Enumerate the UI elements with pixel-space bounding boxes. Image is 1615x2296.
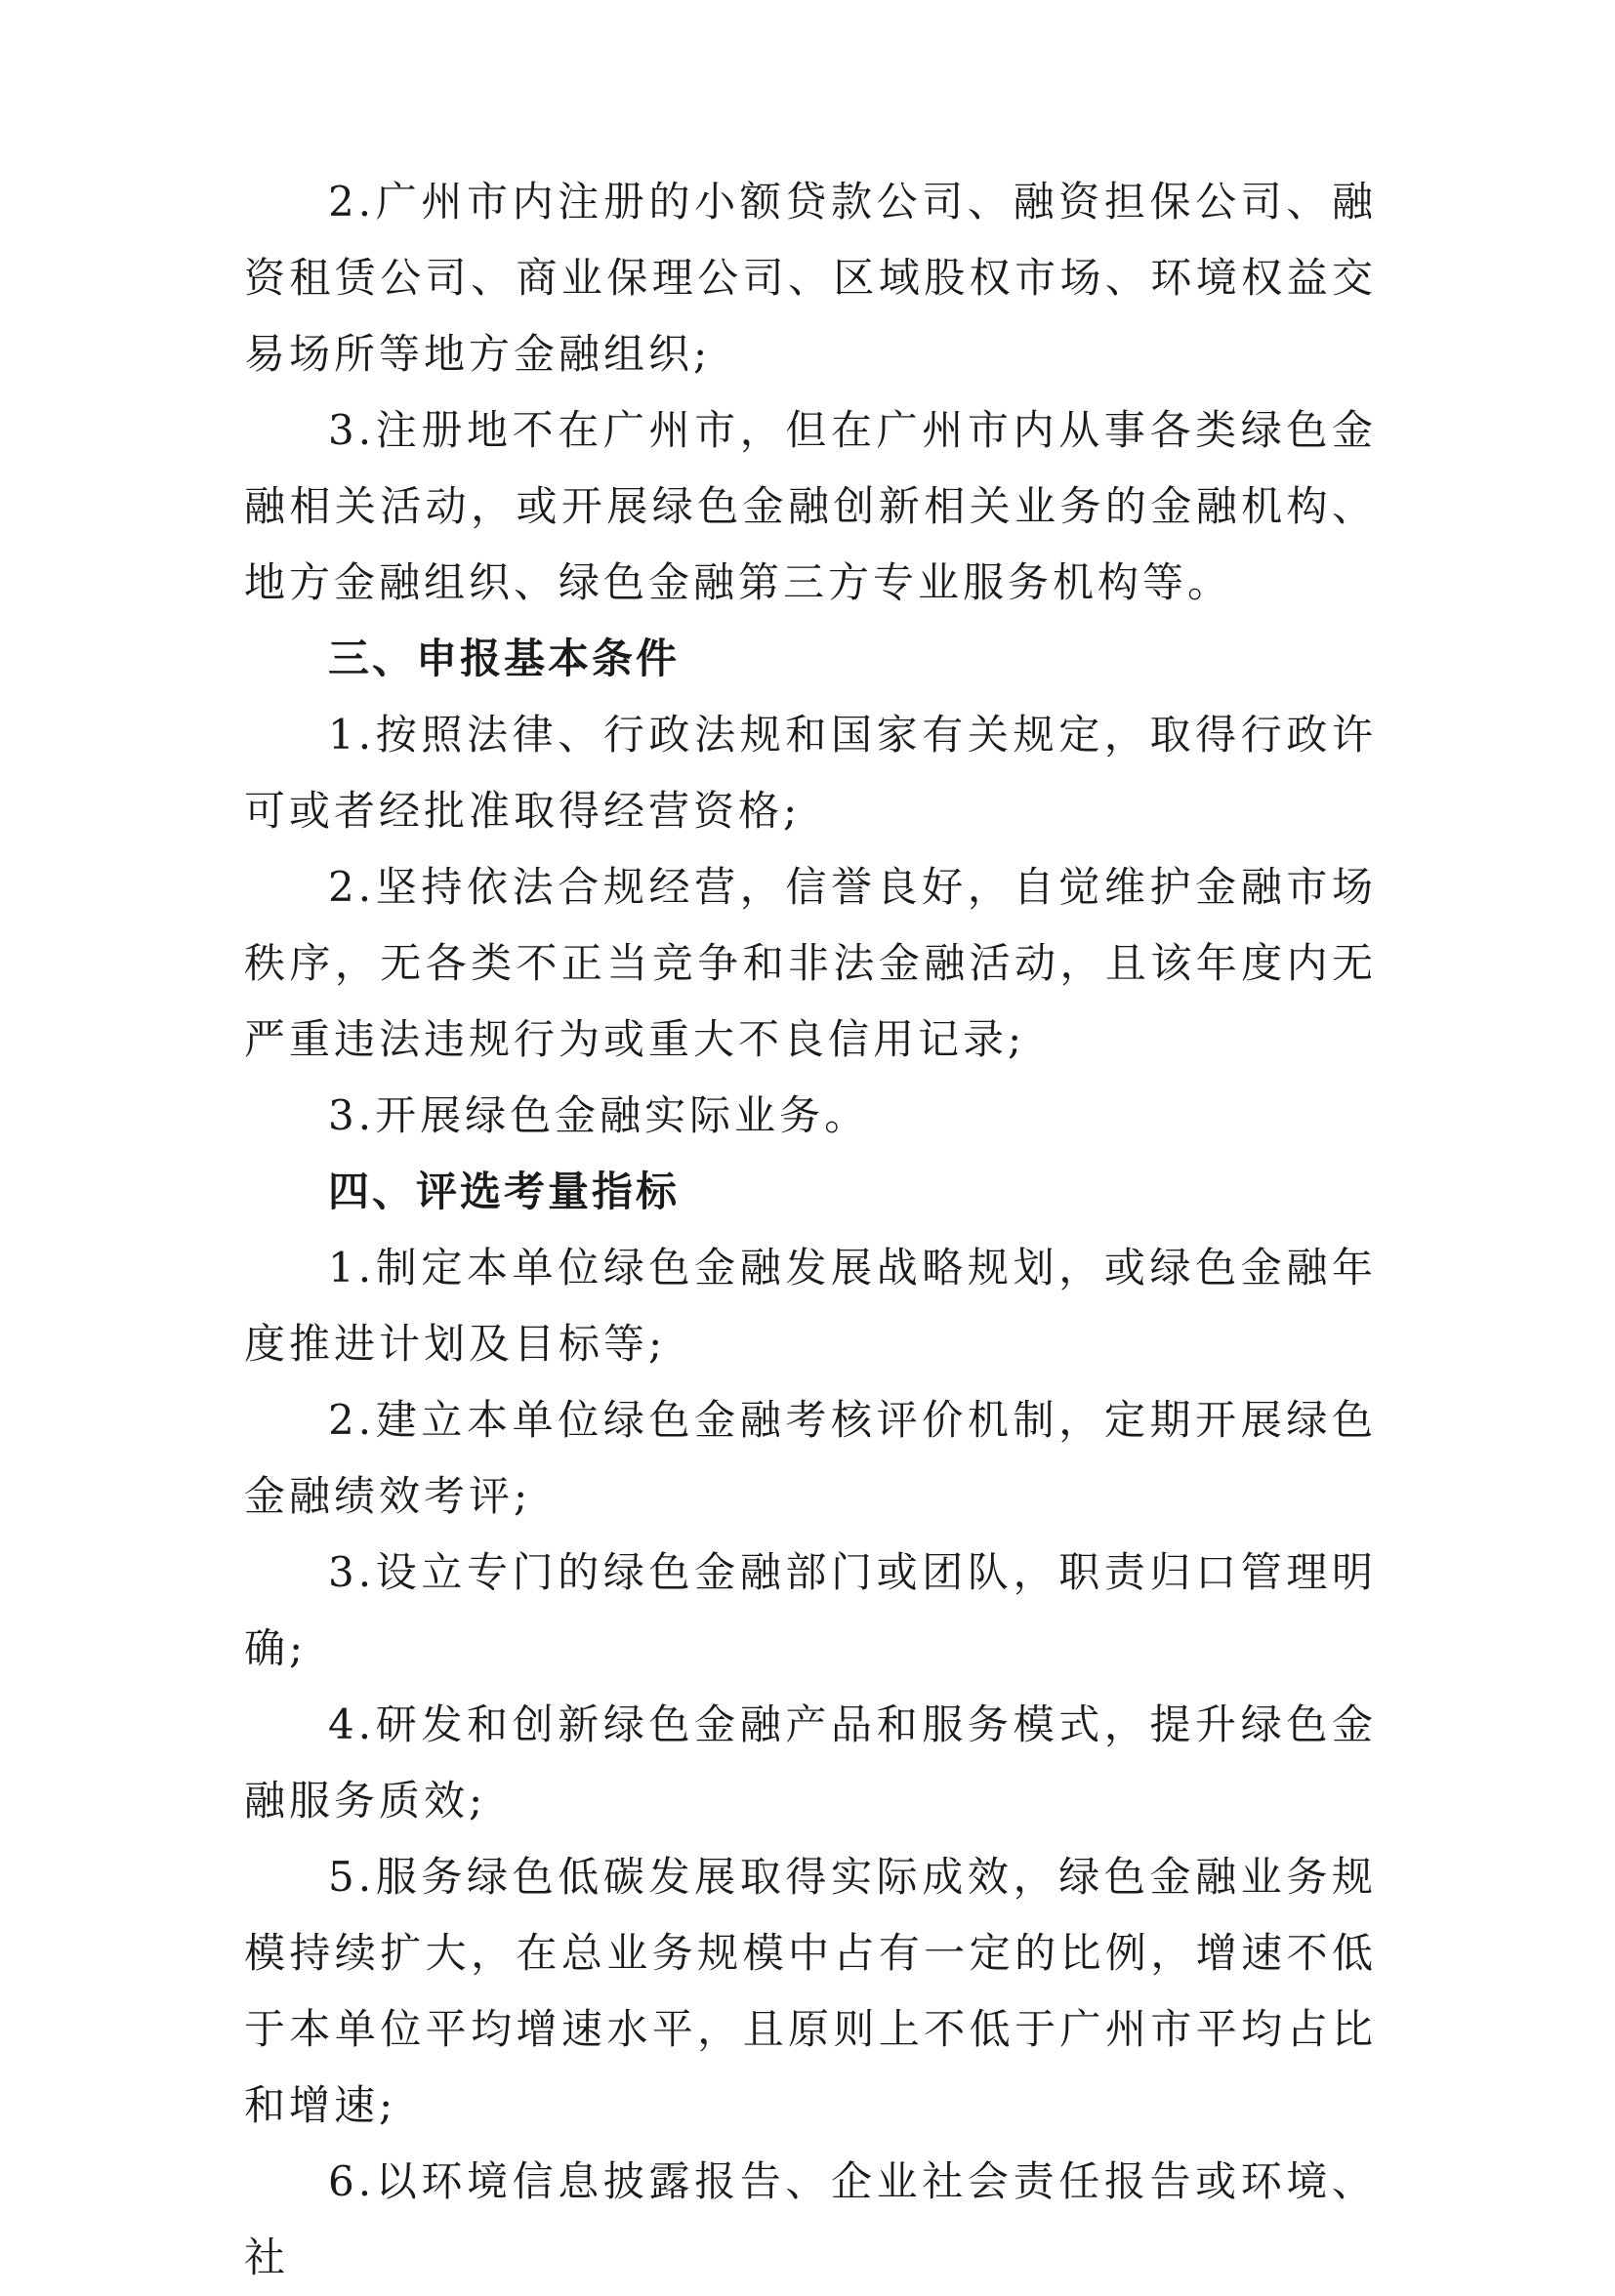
paragraph-indicator-results: 5.服务绿色低碳发展取得实际成效，绿色金融业务规模持续扩大，在总业务规模中占有一定的比例，增速不低于本单位平均增速水平，且原则上不低于广州市平均占比和增速; [244,1853,1377,2129]
section-heading-basic-conditions: 三、申报基本条件 [328,635,681,682]
paragraph-eligible-non-local-institutions: 3.注册地不在广州市，但在广州市内从事各类绿色金融相关活动，或开展绿色金融创新相关业务的金融机构、地方金融组织、绿色金融第三方专业服务机构等。 [244,406,1377,606]
section-heading-evaluation-indicators: 四、评选考量指标 [328,1168,681,1215]
paragraph-condition-green-business: 3.开展绿色金融实际业务。 [328,1091,870,1139]
paragraph-indicator-strategy: 1.制定本单位绿色金融发展战略规划，或绿色金融年度推进计划及目标等; [244,1244,1377,1368]
paragraph-condition-license: 1.按照法律、行政法规和国家有关规定，取得行政许可或者经批准取得经营资格; [244,711,1377,835]
paragraph-indicator-department: 3.设立专门的绿色金融部门或团队，职责归口管理明确; [244,1548,1377,1672]
document-body [244,164,1377,2296]
paragraph-indicator-products: 4.研发和创新绿色金融产品和服务模式，提升绿色金融服务质效; [244,1701,1377,1824]
paragraph-condition-compliance: 2.坚持依法合规经营，信誉良好，自觉维护金融市场秩序，无各类不正当竞争和非法金融活动，且该年度内无严重违法违规行为或重大不良信用记录; [244,863,1377,1063]
paragraph-eligible-local-financial-organizations: 2.广州市内注册的小额贷款公司、融资担保公司、融资租赁公司、商业保理公司、区域股权市场、环境权益交易场所等地方金融组织; [244,178,1377,378]
paragraph-indicator-disclosure: 6.以环境信息披露报告、企业社会责任报告或环境、社 [244,2157,1377,2281]
paragraph-indicator-assessment: 2.建立本单位绿色金融考核评价机制，定期开展绿色金融绩效考评; [244,1396,1377,1520]
